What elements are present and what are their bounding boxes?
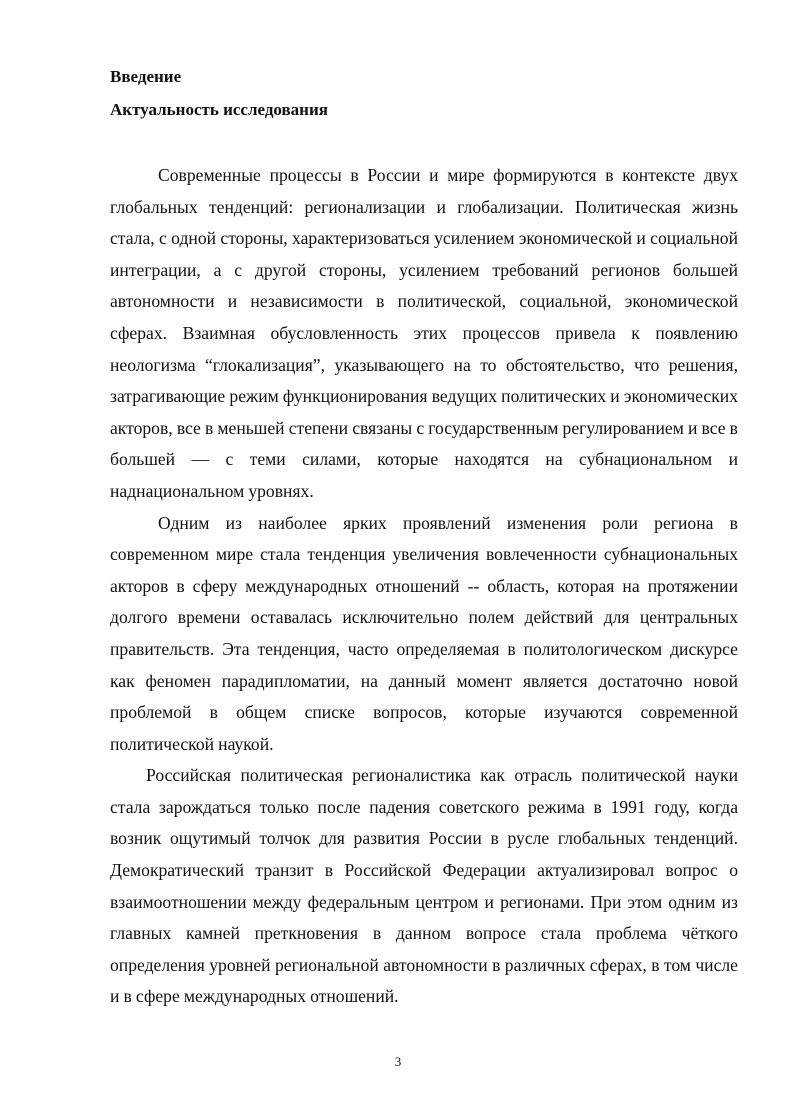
subsection-heading: Актуальность исследования — [110, 100, 328, 119]
paragraph-2: Одним из наиболее ярких проявлений изменения роли региона в современном мире стала тенденция увеличения вовлеченности субнациональных акторов в сферу международных отношений -- область, которая на протяжении долгого времени оставалась исключительно полем действий для центральных правительств. Эта тенденция, часто определяемая в политологическом дискурсе как феномен парадипломатии, на данный момент является достаточно новой проблемой в общем списке вопросов, которые изучаются современной политической наукой. — [110, 512, 738, 754]
page-number: 3 — [394, 1054, 402, 1069]
paragraph-3: Российская политическая регионалистика как отрасль политической науки стала зарождаться только после падения советского режима в 1991 году, когда возник ощутимый толчок для развития России в русле глобальных тенденций. Демократический транзит в Российской Федерации актуализировал вопрос о взаимоотношении между федеральным центром и регионами. При этом одним из главных камней преткновения в данном вопросе стала проблема чёткого определения уровней региональной автономности в различных сферах, в том числе и в сфере международных отношений. — [110, 765, 738, 1007]
paragraph-1: Современные процессы в России и мире формируются в контексте двух глобальных тенденций: регионализации и глобализации. Политическая жизнь стала, с одной стороны, характеризоваться усилением экономической и социальной интеграции, а с другой стороны, усилением требований регионов большей автономности и независимости в политической, социальной, экономической сферах. Взаимная обусловленность этих процессов привела к появлению неологизма “глокализация”, указывающего на то обстоятельство, что решения, затрагивающие режим функционирования ведущих политических и экономических акторов, все в меньшей степени связаны с государственным регулированием и все в большей — с теми силами, которые находятся на субнациональном и наднациональном уровнях. — [110, 165, 738, 501]
section-heading: Введение — [110, 67, 182, 86]
body-text — [110, 160, 738, 1013]
